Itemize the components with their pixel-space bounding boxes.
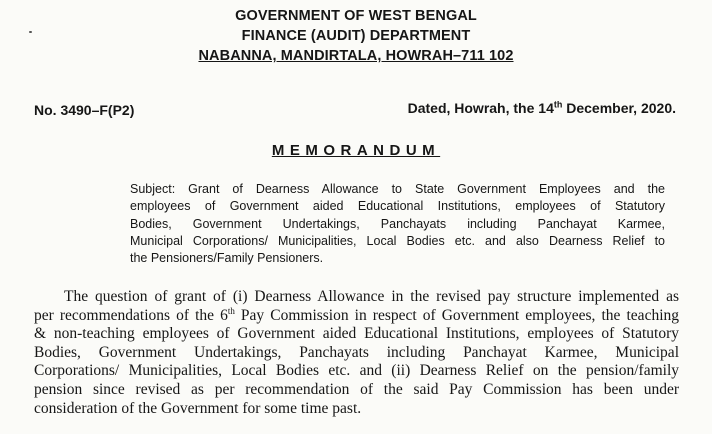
subject-line: Subject: Grant of Dearness Allowance to State Government Employees and the <box>130 182 665 196</box>
memo-title-text: MEMORANDUM <box>271 142 441 159</box>
body-line: & non-teaching employees of Government aided Educational Institutions, employees of Statutory <box>34 325 679 343</box>
body-line: pension since revised as per recommendation of the said Pay Commission has been under <box>34 380 679 398</box>
memo-title <box>0 142 712 159</box>
memo-date-sup: th <box>553 99 563 110</box>
body-line: consideration of the Government for some time past. <box>34 399 362 417</box>
body-line: Bodies, Government Undertakings, Panchayats including Panchayat Karmee, Municipal <box>34 343 679 361</box>
memo-number: No. 3490–F(P2) <box>34 102 135 118</box>
header-department: FINANCE (AUDIT) DEPARTMENT <box>241 28 471 44</box>
header-government: GOVERNMENT OF WEST BENGAL <box>235 8 477 24</box>
memo-subject <box>130 181 665 267</box>
header-address: NABANNA, MANDIRTALA, HOWRAH–711 102 <box>198 48 514 64</box>
subject-line: the Pensioners/Family Pensioners. <box>130 251 324 266</box>
body-line <box>34 307 679 326</box>
body-line: Corporations/ Municipalities, Local Bodies etc. and (ii) Dearness Relief on the pension/family <box>34 362 679 380</box>
memo-date <box>408 100 676 116</box>
body-line-sup: th <box>227 305 235 316</box>
memo-body-paragraph <box>34 288 679 418</box>
memo-date-suffix: December, 2020. <box>562 100 676 116</box>
subject-line: employees of Government aided Educational Institutions, employees of Statutory <box>130 199 665 214</box>
body-line: The question of grant of (i) Dearness Allowance in the revised pay structure implemented as <box>64 288 679 305</box>
memo-date-prefix: Dated, Howrah, the 14 <box>407 100 554 116</box>
body-line-part: per recommendations of the 6 <box>34 306 228 324</box>
body-line-part: Pay Commission in respect of Government employees, the teaching <box>234 306 680 324</box>
subject-line: Municipal Corporations/ Municipalities, Local Bodies etc. and also Dearness Relief to <box>130 233 665 248</box>
subject-line: Bodies, Government Undertakings, Panchayats including Panchayat Karmee, <box>130 216 665 231</box>
